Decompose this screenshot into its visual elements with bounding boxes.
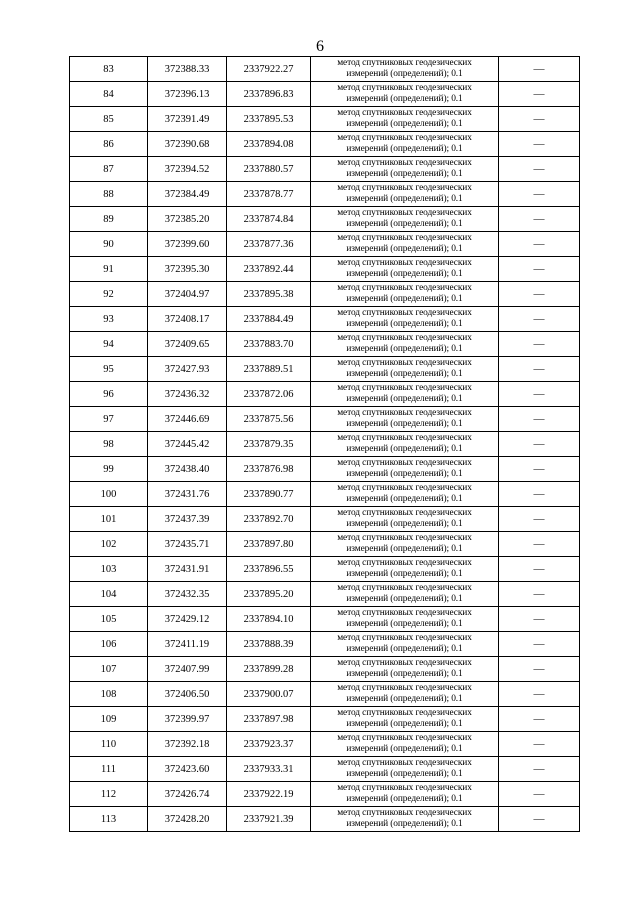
- method-line-2: измерений (определений); 0.1: [346, 394, 463, 404]
- x-coordinate-cell: 372408.17: [148, 307, 227, 332]
- y-coordinate-cell: 2337877.36: [227, 232, 311, 257]
- x-coordinate-cell: 372399.97: [148, 707, 227, 732]
- y-coordinate-cell: 2337872.06: [227, 382, 311, 407]
- table-row: [70, 532, 580, 557]
- x-coordinate-cell: 372395.30: [148, 257, 227, 282]
- y-coordinate-cell: 2337933.31: [227, 757, 311, 782]
- note-cell: —: [499, 532, 580, 557]
- table-row: [70, 132, 580, 157]
- y-coordinate-cell: 2337889.51: [227, 357, 311, 382]
- method-line-2: измерений (определений); 0.1: [346, 344, 463, 354]
- point-number-cell: 88: [70, 182, 148, 207]
- x-coordinate-cell: 372431.76: [148, 482, 227, 507]
- method-line-2: измерений (определений); 0.1: [346, 519, 463, 529]
- point-number-cell: 100: [70, 482, 148, 507]
- method-cell: [311, 682, 499, 707]
- method-cell: [311, 357, 499, 382]
- x-coordinate-cell: 372396.13: [148, 82, 227, 107]
- x-coordinate-cell: 372390.68: [148, 132, 227, 157]
- method-line-2: измерений (определений); 0.1: [346, 94, 463, 104]
- note-cell: —: [499, 782, 580, 807]
- method-line-1: метод спутниковых геодезических: [337, 558, 472, 568]
- x-coordinate-cell: 372438.40: [148, 457, 227, 482]
- method-line-1: метод спутниковых геодезических: [337, 733, 472, 743]
- method-line-1: метод спутниковых геодезических: [337, 708, 472, 718]
- method-cell: [311, 757, 499, 782]
- point-number-cell: 86: [70, 132, 148, 157]
- method-cell: [311, 432, 499, 457]
- x-coordinate-cell: 372431.91: [148, 557, 227, 582]
- method-line-2: измерений (определений); 0.1: [346, 194, 463, 204]
- method-cell: [311, 557, 499, 582]
- table-row: [70, 107, 580, 132]
- method-line-2: измерений (определений); 0.1: [346, 69, 463, 79]
- method-cell: [311, 382, 499, 407]
- point-number-cell: 92: [70, 282, 148, 307]
- method-line-1: метод спутниковых геодезических: [337, 583, 472, 593]
- point-number-cell: 108: [70, 682, 148, 707]
- note-cell: —: [499, 307, 580, 332]
- method-line-2: измерений (определений); 0.1: [346, 819, 463, 829]
- method-line-1: метод спутниковых геодезических: [337, 133, 472, 143]
- method-line-1: метод спутниковых геодезических: [337, 58, 472, 68]
- method-line-1: метод спутниковых геодезических: [337, 258, 472, 268]
- method-cell: [311, 807, 499, 832]
- method-line-1: метод спутниковых геодезических: [337, 758, 472, 768]
- method-line-1: метод спутниковых геодезических: [337, 808, 472, 818]
- table-row: [70, 482, 580, 507]
- method-line-1: метод спутниковых геодезических: [337, 83, 472, 93]
- note-cell: —: [499, 57, 580, 82]
- method-line-1: метод спутниковых геодезических: [337, 308, 472, 318]
- point-number-cell: 103: [70, 557, 148, 582]
- x-coordinate-cell: 372445.42: [148, 432, 227, 457]
- table-row: [70, 607, 580, 632]
- method-cell: [311, 82, 499, 107]
- table-row: [70, 432, 580, 457]
- x-coordinate-cell: 372411.19: [148, 632, 227, 657]
- method-cell: [311, 182, 499, 207]
- method-cell: [311, 307, 499, 332]
- method-line-2: измерений (определений); 0.1: [346, 444, 463, 454]
- method-cell: [311, 257, 499, 282]
- point-number-cell: 101: [70, 507, 148, 532]
- method-cell: [311, 282, 499, 307]
- method-cell: [311, 582, 499, 607]
- y-coordinate-cell: 2337874.84: [227, 207, 311, 232]
- method-line-1: метод спутниковых геодезических: [337, 458, 472, 468]
- y-coordinate-cell: 2337922.19: [227, 782, 311, 807]
- note-cell: —: [499, 632, 580, 657]
- note-cell: —: [499, 107, 580, 132]
- x-coordinate-cell: 372423.60: [148, 757, 227, 782]
- method-cell: [311, 482, 499, 507]
- y-coordinate-cell: 2337883.70: [227, 332, 311, 357]
- x-coordinate-cell: 372391.49: [148, 107, 227, 132]
- table-row: [70, 682, 580, 707]
- x-coordinate-cell: 372388.33: [148, 57, 227, 82]
- note-cell: —: [499, 382, 580, 407]
- note-cell: —: [499, 507, 580, 532]
- point-number-cell: 95: [70, 357, 148, 382]
- x-coordinate-cell: 372407.99: [148, 657, 227, 682]
- x-coordinate-cell: 372406.50: [148, 682, 227, 707]
- x-coordinate-cell: 372437.39: [148, 507, 227, 532]
- x-coordinate-cell: 372446.69: [148, 407, 227, 432]
- note-cell: —: [499, 357, 580, 382]
- method-line-2: измерений (определений); 0.1: [346, 144, 463, 154]
- method-line-2: измерений (определений); 0.1: [346, 744, 463, 754]
- note-cell: —: [499, 757, 580, 782]
- y-coordinate-cell: 2337888.39: [227, 632, 311, 657]
- method-line-1: метод спутниковых геодезических: [337, 608, 472, 618]
- note-cell: —: [499, 457, 580, 482]
- x-coordinate-cell: 372385.20: [148, 207, 227, 232]
- x-coordinate-cell: 372435.71: [148, 532, 227, 557]
- point-number-cell: 107: [70, 657, 148, 682]
- point-number-cell: 105: [70, 607, 148, 632]
- method-line-2: измерений (определений); 0.1: [346, 694, 463, 704]
- table-row: [70, 807, 580, 832]
- y-coordinate-cell: 2337921.39: [227, 807, 311, 832]
- note-cell: —: [499, 557, 580, 582]
- method-line-1: метод спутниковых геодезических: [337, 283, 472, 293]
- note-cell: —: [499, 682, 580, 707]
- table-row: [70, 632, 580, 657]
- note-cell: —: [499, 707, 580, 732]
- y-coordinate-cell: 2337878.77: [227, 182, 311, 207]
- point-number-cell: 110: [70, 732, 148, 757]
- point-number-cell: 90: [70, 232, 148, 257]
- method-line-1: метод спутниковых геодезических: [337, 658, 472, 668]
- method-line-2: измерений (определений); 0.1: [346, 569, 463, 579]
- table-row: [70, 732, 580, 757]
- x-coordinate-cell: 372409.65: [148, 332, 227, 357]
- point-number-cell: 84: [70, 82, 148, 107]
- method-line-1: метод спутниковых геодезических: [337, 533, 472, 543]
- page-number: 6: [316, 38, 324, 55]
- note-cell: —: [499, 282, 580, 307]
- x-coordinate-cell: 372394.52: [148, 157, 227, 182]
- method-cell: [311, 207, 499, 232]
- method-line-2: измерений (определений); 0.1: [346, 169, 463, 179]
- y-coordinate-cell: 2337897.98: [227, 707, 311, 732]
- y-coordinate-cell: 2337896.55: [227, 557, 311, 582]
- note-cell: —: [499, 407, 580, 432]
- table-row: [70, 582, 580, 607]
- table-row: [70, 782, 580, 807]
- point-number-cell: 99: [70, 457, 148, 482]
- method-line-2: измерений (определений); 0.1: [346, 219, 463, 229]
- method-line-1: метод спутниковых геодезических: [337, 358, 472, 368]
- note-cell: —: [499, 157, 580, 182]
- y-coordinate-cell: 2337899.28: [227, 657, 311, 682]
- note-cell: —: [499, 657, 580, 682]
- method-line-2: измерений (определений); 0.1: [346, 719, 463, 729]
- point-number-cell: 109: [70, 707, 148, 732]
- note-cell: —: [499, 257, 580, 282]
- method-line-1: метод спутниковых геодезических: [337, 383, 472, 393]
- method-cell: [311, 657, 499, 682]
- table-row: [70, 707, 580, 732]
- point-number-cell: 89: [70, 207, 148, 232]
- y-coordinate-cell: 2337895.20: [227, 582, 311, 607]
- method-cell: [311, 157, 499, 182]
- coordinates-table-body: [70, 57, 580, 832]
- y-coordinate-cell: 2337895.53: [227, 107, 311, 132]
- table-row: [70, 207, 580, 232]
- x-coordinate-cell: 372426.74: [148, 782, 227, 807]
- point-number-cell: 113: [70, 807, 148, 832]
- method-cell: [311, 232, 499, 257]
- y-coordinate-cell: 2337895.38: [227, 282, 311, 307]
- method-line-2: измерений (определений); 0.1: [346, 269, 463, 279]
- method-line-2: измерений (определений); 0.1: [346, 369, 463, 379]
- method-line-2: измерений (определений); 0.1: [346, 544, 463, 554]
- method-line-1: метод спутниковых геодезических: [337, 333, 472, 343]
- point-number-cell: 93: [70, 307, 148, 332]
- y-coordinate-cell: 2337875.56: [227, 407, 311, 432]
- x-coordinate-cell: 372429.12: [148, 607, 227, 632]
- point-number-cell: 104: [70, 582, 148, 607]
- method-line-2: измерений (определений); 0.1: [346, 294, 463, 304]
- method-cell: [311, 132, 499, 157]
- table-row: [70, 307, 580, 332]
- table-row: [70, 657, 580, 682]
- point-number-cell: 83: [70, 57, 148, 82]
- table-row: [70, 557, 580, 582]
- x-coordinate-cell: 372436.32: [148, 382, 227, 407]
- x-coordinate-cell: 372384.49: [148, 182, 227, 207]
- method-line-1: метод спутниковых геодезических: [337, 108, 472, 118]
- table-row: [70, 232, 580, 257]
- x-coordinate-cell: 372427.93: [148, 357, 227, 382]
- note-cell: —: [499, 132, 580, 157]
- y-coordinate-cell: 2337894.10: [227, 607, 311, 632]
- point-number-cell: 85: [70, 107, 148, 132]
- note-cell: —: [499, 207, 580, 232]
- point-number-cell: 112: [70, 782, 148, 807]
- table-row: [70, 357, 580, 382]
- table-row: [70, 57, 580, 82]
- table-row: [70, 257, 580, 282]
- table-row: [70, 407, 580, 432]
- method-line-1: метод спутниковых геодезических: [337, 633, 472, 643]
- x-coordinate-cell: 372404.97: [148, 282, 227, 307]
- y-coordinate-cell: 2337922.27: [227, 57, 311, 82]
- note-cell: —: [499, 182, 580, 207]
- method-line-2: измерений (определений); 0.1: [346, 794, 463, 804]
- note-cell: —: [499, 232, 580, 257]
- method-line-1: метод спутниковых геодезических: [337, 183, 472, 193]
- y-coordinate-cell: 2337896.83: [227, 82, 311, 107]
- method-cell: [311, 57, 499, 82]
- point-number-cell: 97: [70, 407, 148, 432]
- method-line-1: метод спутниковых геодезических: [337, 433, 472, 443]
- table-row: [70, 457, 580, 482]
- table-row: [70, 282, 580, 307]
- method-line-2: измерений (определений); 0.1: [346, 469, 463, 479]
- method-line-1: метод спутниковых геодезических: [337, 483, 472, 493]
- point-number-cell: 96: [70, 382, 148, 407]
- method-line-1: метод спутниковых геодезических: [337, 208, 472, 218]
- y-coordinate-cell: 2337880.57: [227, 157, 311, 182]
- method-cell: [311, 632, 499, 657]
- y-coordinate-cell: 2337876.98: [227, 457, 311, 482]
- method-cell: [311, 532, 499, 557]
- point-number-cell: 91: [70, 257, 148, 282]
- method-line-2: измерений (определений); 0.1: [346, 119, 463, 129]
- table-row: [70, 82, 580, 107]
- method-line-1: метод спутниковых геодезических: [337, 233, 472, 243]
- point-number-cell: 94: [70, 332, 148, 357]
- method-line-2: измерений (определений); 0.1: [346, 594, 463, 604]
- method-cell: [311, 407, 499, 432]
- x-coordinate-cell: 372428.20: [148, 807, 227, 832]
- note-cell: —: [499, 807, 580, 832]
- y-coordinate-cell: 2337923.37: [227, 732, 311, 757]
- y-coordinate-cell: 2337884.49: [227, 307, 311, 332]
- y-coordinate-cell: 2337897.80: [227, 532, 311, 557]
- note-cell: —: [499, 732, 580, 757]
- table-row: [70, 182, 580, 207]
- table-row: [70, 507, 580, 532]
- method-cell: [311, 707, 499, 732]
- method-cell: [311, 332, 499, 357]
- y-coordinate-cell: 2337894.08: [227, 132, 311, 157]
- point-number-cell: 98: [70, 432, 148, 457]
- y-coordinate-cell: 2337892.70: [227, 507, 311, 532]
- note-cell: —: [499, 582, 580, 607]
- note-cell: —: [499, 82, 580, 107]
- table-row: [70, 382, 580, 407]
- note-cell: —: [499, 607, 580, 632]
- method-line-2: измерений (определений); 0.1: [346, 319, 463, 329]
- point-number-cell: 106: [70, 632, 148, 657]
- method-line-2: измерений (определений); 0.1: [346, 494, 463, 504]
- y-coordinate-cell: 2337879.35: [227, 432, 311, 457]
- note-cell: —: [499, 482, 580, 507]
- method-line-2: измерений (определений); 0.1: [346, 619, 463, 629]
- method-line-2: измерений (определений); 0.1: [346, 244, 463, 254]
- x-coordinate-cell: 372399.60: [148, 232, 227, 257]
- table-row: [70, 157, 580, 182]
- method-cell: [311, 607, 499, 632]
- method-line-1: метод спутниковых геодезических: [337, 408, 472, 418]
- method-line-1: метод спутниковых геодезических: [337, 158, 472, 168]
- y-coordinate-cell: 2337892.44: [227, 257, 311, 282]
- note-cell: —: [499, 332, 580, 357]
- table-row: [70, 757, 580, 782]
- method-cell: [311, 507, 499, 532]
- y-coordinate-cell: 2337890.77: [227, 482, 311, 507]
- x-coordinate-cell: 372392.18: [148, 732, 227, 757]
- method-cell: [311, 457, 499, 482]
- method-line-1: метод спутниковых геодезических: [337, 683, 472, 693]
- point-number-cell: 102: [70, 532, 148, 557]
- point-number-cell: 111: [70, 757, 148, 782]
- method-cell: [311, 107, 499, 132]
- y-coordinate-cell: 2337900.07: [227, 682, 311, 707]
- point-number-cell: 87: [70, 157, 148, 182]
- method-line-2: измерений (определений); 0.1: [346, 419, 463, 429]
- method-line-2: измерений (определений); 0.1: [346, 769, 463, 779]
- method-line-2: измерений (определений); 0.1: [346, 644, 463, 654]
- method-cell: [311, 732, 499, 757]
- x-coordinate-cell: 372432.35: [148, 582, 227, 607]
- method-cell: [311, 782, 499, 807]
- note-cell: —: [499, 432, 580, 457]
- method-line-1: метод спутниковых геодезических: [337, 508, 472, 518]
- coordinates-table: [69, 56, 580, 832]
- method-line-1: метод спутниковых геодезических: [337, 783, 472, 793]
- method-line-2: измерений (определений); 0.1: [346, 669, 463, 679]
- table-row: [70, 332, 580, 357]
